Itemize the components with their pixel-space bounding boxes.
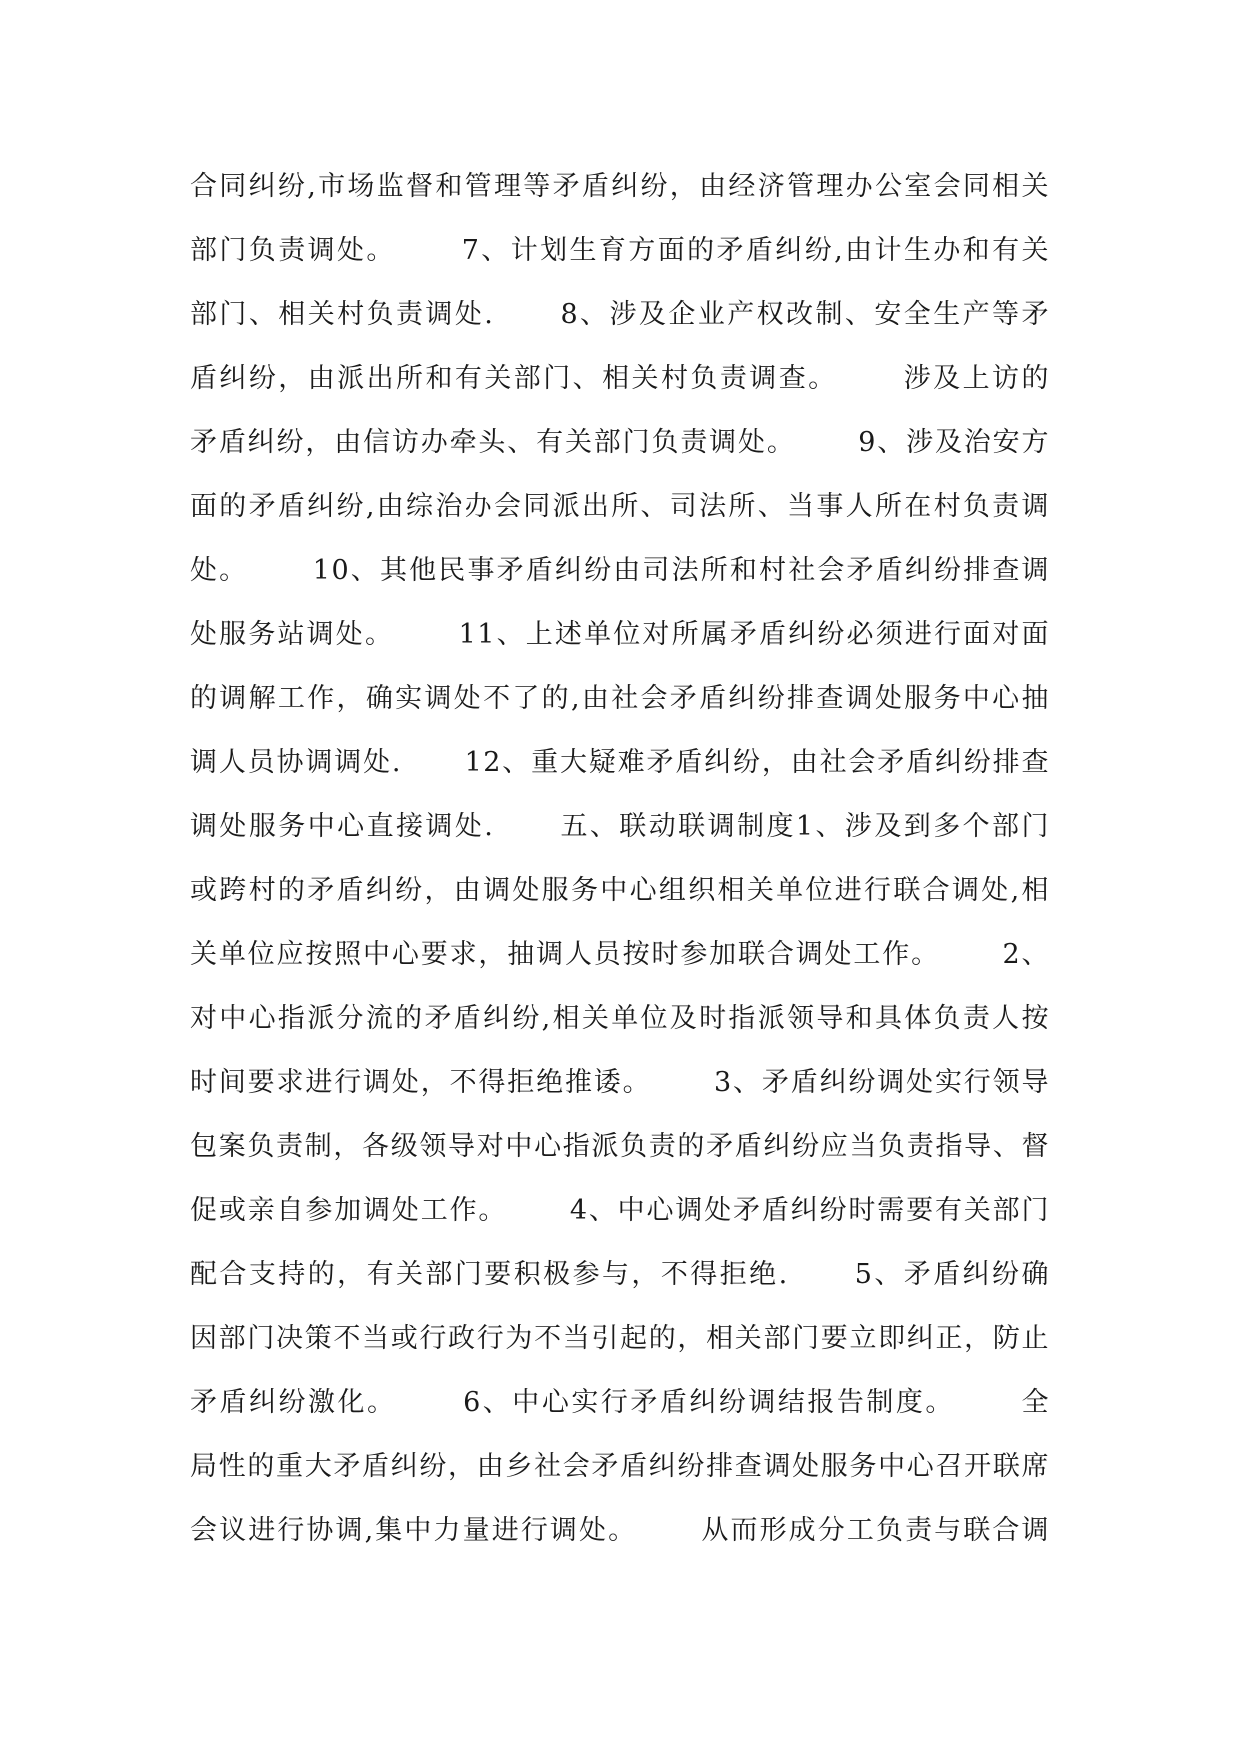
text-line: 面的矛盾纠纷,由综治办会同派出所、司法所、当事人所在村负责调 — [190, 491, 1050, 522]
text-line: 处服务站调处。 11、上述单位对所属矛盾纠纷必须进行面对面 — [190, 619, 1050, 650]
text-line: 的调解工作，确实调处不了的,由社会矛盾纠纷排查调处服务中心抽 — [190, 683, 1050, 714]
text-line: 盾纠纷，由派出所和有关部门、相关村负责调查。 涉及上访的 — [190, 363, 1050, 394]
text-line: 配合支持的，有关部门要积极参与，不得拒绝. 5、矛盾纠纷确 — [190, 1259, 1050, 1290]
text-line: 矛盾纠纷，由信访办牵头、有关部门负责调处。 9、涉及治安方 — [190, 427, 1050, 458]
text-line: 对中心指派分流的矛盾纠纷,相关单位及时指派领导和具体负责人按 — [190, 1003, 1050, 1034]
text-line: 处。 10、其他民事矛盾纠纷由司法所和村社会矛盾纠纷排查调 — [190, 555, 1050, 586]
text-line: 调人员协调调处. 12、重大疑难矛盾纠纷，由社会矛盾纠纷排查 — [190, 747, 1050, 778]
text-line: 时间要求进行调处，不得拒绝推诿。 3、矛盾纠纷调处实行领导 — [190, 1067, 1050, 1098]
text-line: 合同纠纷,市场监督和管理等矛盾纠纷，由经济管理办公室会同相关 — [190, 171, 1050, 202]
text-line: 因部门决策不当或行政行为不当引起的，相关部门要立即纠正，防止 — [190, 1323, 1050, 1354]
body-text — [190, 155, 1050, 1563]
text-line: 局性的重大矛盾纠纷，由乡社会矛盾纠纷排查调处服务中心召开联席 — [190, 1451, 1050, 1482]
text-line: 促或亲自参加调处工作。 4、中心调处矛盾纠纷时需要有关部门 — [190, 1195, 1050, 1226]
text-line: 部门、相关村负责调处. 8、涉及企业产权改制、安全生产等矛 — [190, 299, 1050, 330]
text-line: 会议进行协调,集中力量进行调处。 从而形成分工负责与联合调 — [190, 1515, 1050, 1546]
text-line: 关单位应按照中心要求，抽调人员按时参加联合调处工作。 2、 — [190, 939, 1050, 970]
text-line: 部门负责调处。 7、计划生育方面的矛盾纠纷,由计生办和有关 — [190, 235, 1050, 266]
text-line: 调处服务中心直接调处. 五、联动联调制度1、涉及到多个部门 — [190, 811, 1050, 842]
text-line: 矛盾纠纷激化。 6、中心实行矛盾纠纷调结报告制度。 全 — [190, 1387, 1050, 1418]
text-line: 包案负责制，各级领导对中心指派负责的矛盾纠纷应当负责指导、督 — [190, 1131, 1050, 1162]
text-line: 或跨村的矛盾纠纷，由调处服务中心组织相关单位进行联合调处,相 — [190, 875, 1050, 906]
